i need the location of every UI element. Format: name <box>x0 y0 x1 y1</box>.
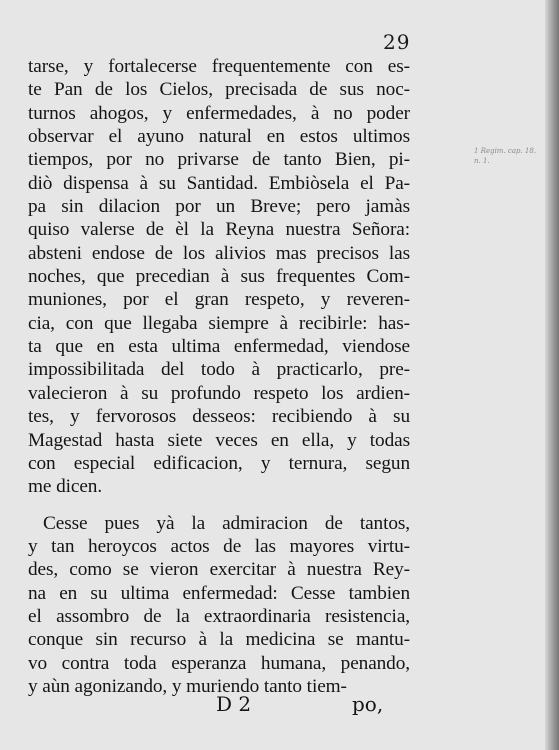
body-text <box>28 55 410 698</box>
text-line: impossibilitada del todo à practicarlo, pre- <box>28 359 410 381</box>
catchword: po, <box>352 692 384 716</box>
text-line: tiempos, por no privarse de tanto Bien, pi- <box>28 149 410 171</box>
paragraph-1 <box>28 55 410 499</box>
text-line: vo contra toda esperanza humana, penando, <box>28 652 410 674</box>
text-line: muniones, por el gran respeto, y reveren- <box>28 289 410 311</box>
text-line: ta que en esta ultima enfermedad, viendose <box>28 336 410 358</box>
text-line: diò dispensa à su Santidad. Embiòsela el Pa- <box>28 172 410 194</box>
text-line: y aùn agonizando, y muriendo tanto tiem- <box>28 675 347 697</box>
text-line: cia, con que llegaba siempre à recibirle: has- <box>28 312 410 334</box>
text-line: pa sin dilacion por un Breve; pero jamàs <box>28 196 410 218</box>
text-line: Cesse pues yà la admiracion de tantos, <box>43 512 410 534</box>
paragraph-gap <box>28 499 410 512</box>
text-line: absteni endose de los alivios mas precisos las <box>28 242 410 264</box>
margin-note: 1 Regim. cap. 18. n. 1. <box>474 147 537 165</box>
text-line: conque sin recurso à la medicina se mantu- <box>28 629 410 651</box>
text-line: con especial edificacion, y ternura, segun <box>28 452 410 474</box>
text-line: valecieron à su profundo respeto los ardien- <box>28 382 410 404</box>
text-line: observar el ayuno natural en estos ultimos <box>28 126 410 148</box>
signature-mark: D 2 <box>216 692 252 716</box>
text-line: quiso valerse de èl la Reyna nuestra Señora: <box>28 219 410 241</box>
page-number: 29 <box>383 30 411 54</box>
text-line: des, como se vieron exercitar à nuestra Rey- <box>28 559 410 581</box>
text-line: el assombro de la extraordinaria resistencia, <box>28 605 410 627</box>
text-line: tarse, y fortalecerse frequentemente con es- <box>28 56 410 77</box>
text-line: te Pan de los Cielos, precisada de sus noc- <box>28 79 410 101</box>
text-line: na en su ultima enfermedad: Cesse tambien <box>28 582 410 604</box>
paragraph-2 <box>28 512 410 699</box>
text-line: noches, que precedian à sus frequentes Com- <box>28 266 410 288</box>
text-line: me dicen. <box>28 476 103 498</box>
text-line: y tan heroycos actos de las mayores virtu- <box>28 535 410 557</box>
text-line: tes, y fervorosos desseos: recibiendo à su <box>28 406 410 428</box>
text-line: Magestad hasta siete veces en ella, y todas <box>28 429 410 451</box>
text-line: turnos ahogos, y enfermedades, à no poder <box>28 102 410 124</box>
page-edge <box>545 0 559 750</box>
